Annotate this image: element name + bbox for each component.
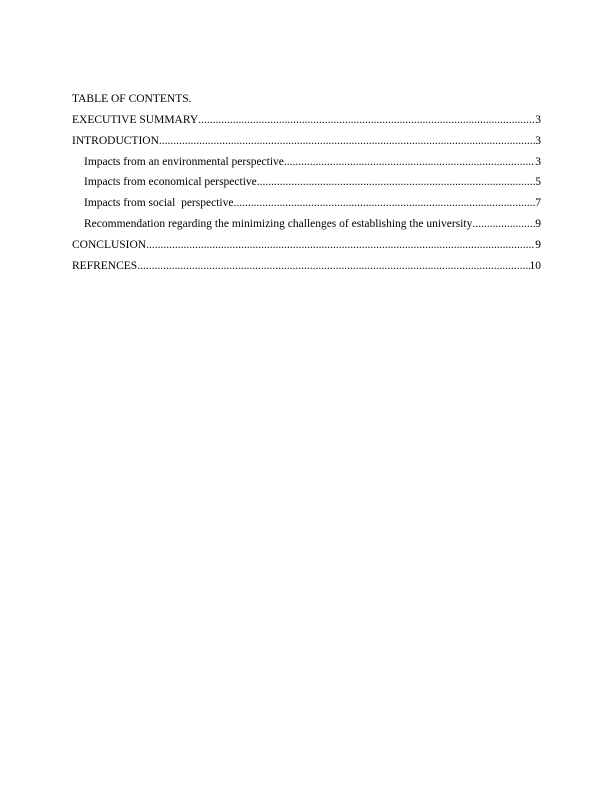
toc-entry-social-impacts[interactable] [72, 196, 541, 210]
toc-entry-environmental-impacts[interactable] [72, 155, 541, 169]
toc-page-number: 3 [535, 114, 541, 126]
toc-entry-executive-summary[interactable] [72, 113, 541, 127]
toc-dot-leader [257, 175, 536, 189]
toc-entry-text: EXECUTIVE SUMMARY [72, 114, 199, 126]
toc-dot-leader [198, 113, 535, 127]
toc-page-number: 3 [535, 155, 541, 168]
toc-page-number: 5 [535, 176, 541, 189]
toc-entry-text: CONCLUSION [72, 238, 147, 251]
toc-list [72, 113, 541, 273]
toc-page-number: 9 [535, 217, 541, 230]
toc-entry-text: Recommendation regarding the minimizing challenges of establishing the university [84, 217, 473, 230]
toc-entry-references[interactable] [72, 259, 541, 273]
toc-entry-text: REFRENCES [72, 259, 138, 272]
toc-page-number: 9 [535, 238, 541, 251]
toc-dot-leader [159, 134, 535, 148]
toc-entry-text: Impacts from economical perspective [84, 176, 257, 189]
toc-dot-leader [472, 217, 535, 231]
toc-entry-introduction[interactable] [72, 134, 541, 148]
toc-title: TABLE OF CONTENTS. [72, 93, 192, 105]
table-of-contents [72, 92, 541, 279]
toc-dot-leader [233, 196, 535, 210]
toc-dot-leader [137, 259, 529, 273]
toc-dot-leader [146, 238, 535, 252]
toc-page-number: 7 [535, 197, 541, 210]
toc-dot-leader [284, 155, 535, 169]
toc-entry-text: Impacts from an environmental perspective [84, 155, 284, 168]
toc-entry-text: INTRODUCTION [72, 134, 159, 147]
toc-page-number: 3 [535, 134, 541, 147]
toc-entry-recommendation[interactable] [72, 217, 541, 231]
toc-entry-text: Impacts from social perspective [84, 197, 234, 210]
toc-entry-economical-impacts[interactable] [72, 175, 541, 189]
toc-page-number: 10 [529, 259, 541, 272]
toc-entry-conclusion[interactable] [72, 238, 541, 252]
